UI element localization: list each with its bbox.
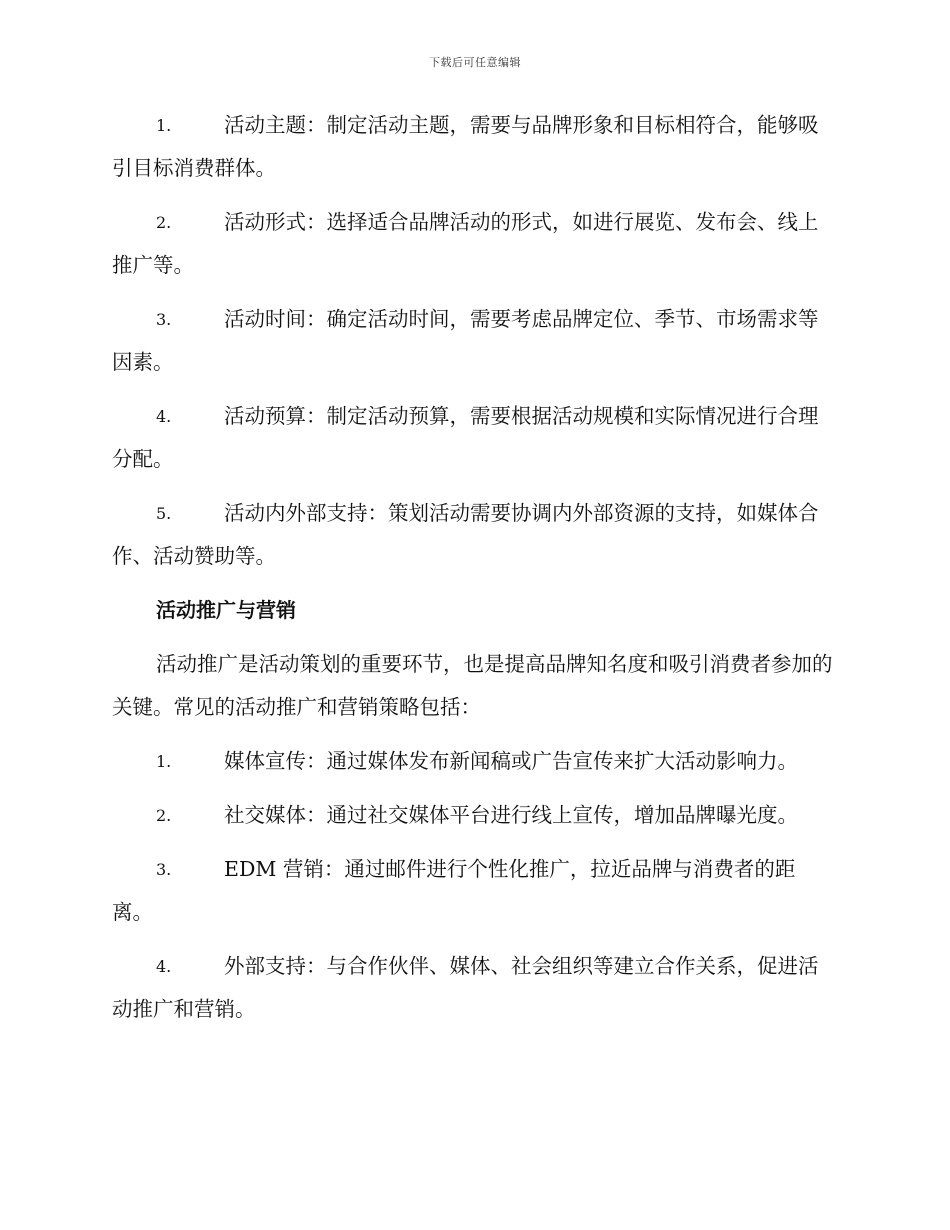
list-item bbox=[112, 945, 834, 1031]
list-text: 活动形式：选择适合品牌活动的形式，如进行展览、发布会、线上推广等。 bbox=[112, 210, 819, 277]
list-number: 4. bbox=[156, 407, 172, 426]
list-number: 5. bbox=[156, 504, 172, 523]
list-number: 1. bbox=[156, 116, 172, 135]
list-text: 活动时间：确定活动时间，需要考虑品牌定位、季节、市场需求等因素。 bbox=[112, 307, 819, 374]
list-text: 社交媒体：通过社交媒体平台进行线上宣传，增加品牌曝光度。 bbox=[224, 803, 798, 827]
list-text: 外部支持：与合作伙伴、媒体、社会组织等建立合作关系，促进活动推广和营销。 bbox=[112, 954, 819, 1021]
document-body bbox=[112, 104, 834, 1042]
list-item bbox=[112, 794, 834, 837]
list-number: 3. bbox=[156, 860, 172, 879]
list-number: 2. bbox=[156, 806, 172, 825]
section-intro: 活动推广是活动策划的重要环节，也是提高品牌知名度和吸引消费者参加的关键。常见的活动推广和营销策略包括： bbox=[112, 652, 833, 719]
list-text: 媒体宣传：通过媒体发布新闻稿或广告宣传来扩大活动影响力。 bbox=[224, 749, 798, 773]
list-number: 4. bbox=[156, 957, 172, 976]
list-item bbox=[112, 740, 834, 783]
list-item bbox=[112, 848, 834, 934]
list-item bbox=[112, 104, 834, 190]
list-item bbox=[112, 395, 834, 481]
list-text: 活动预算：制定活动预算，需要根据活动规模和实际情况进行合理分配。 bbox=[112, 404, 819, 471]
list-item bbox=[112, 298, 834, 384]
list-text: 活动主题：制定活动主题，需要与品牌形象和目标相符合，能够吸引目标消费群体。 bbox=[112, 113, 819, 180]
list-number: 3. bbox=[156, 310, 172, 329]
section-heading: 活动推广与营销 bbox=[156, 598, 296, 622]
list-text: 活动内外部支持：策划活动需要协调内外部资源的支持，如媒体合作、活动赞助等。 bbox=[112, 501, 819, 568]
list-text: EDM 营销：通过邮件进行个性化推广，拉近品牌与消费者的距离。 bbox=[112, 857, 796, 924]
page-header: 下载后可任意编辑 bbox=[429, 56, 521, 69]
list-number: 2. bbox=[156, 213, 172, 232]
list-number: 1. bbox=[156, 752, 172, 771]
list-item bbox=[112, 201, 834, 287]
list-item bbox=[112, 492, 834, 578]
